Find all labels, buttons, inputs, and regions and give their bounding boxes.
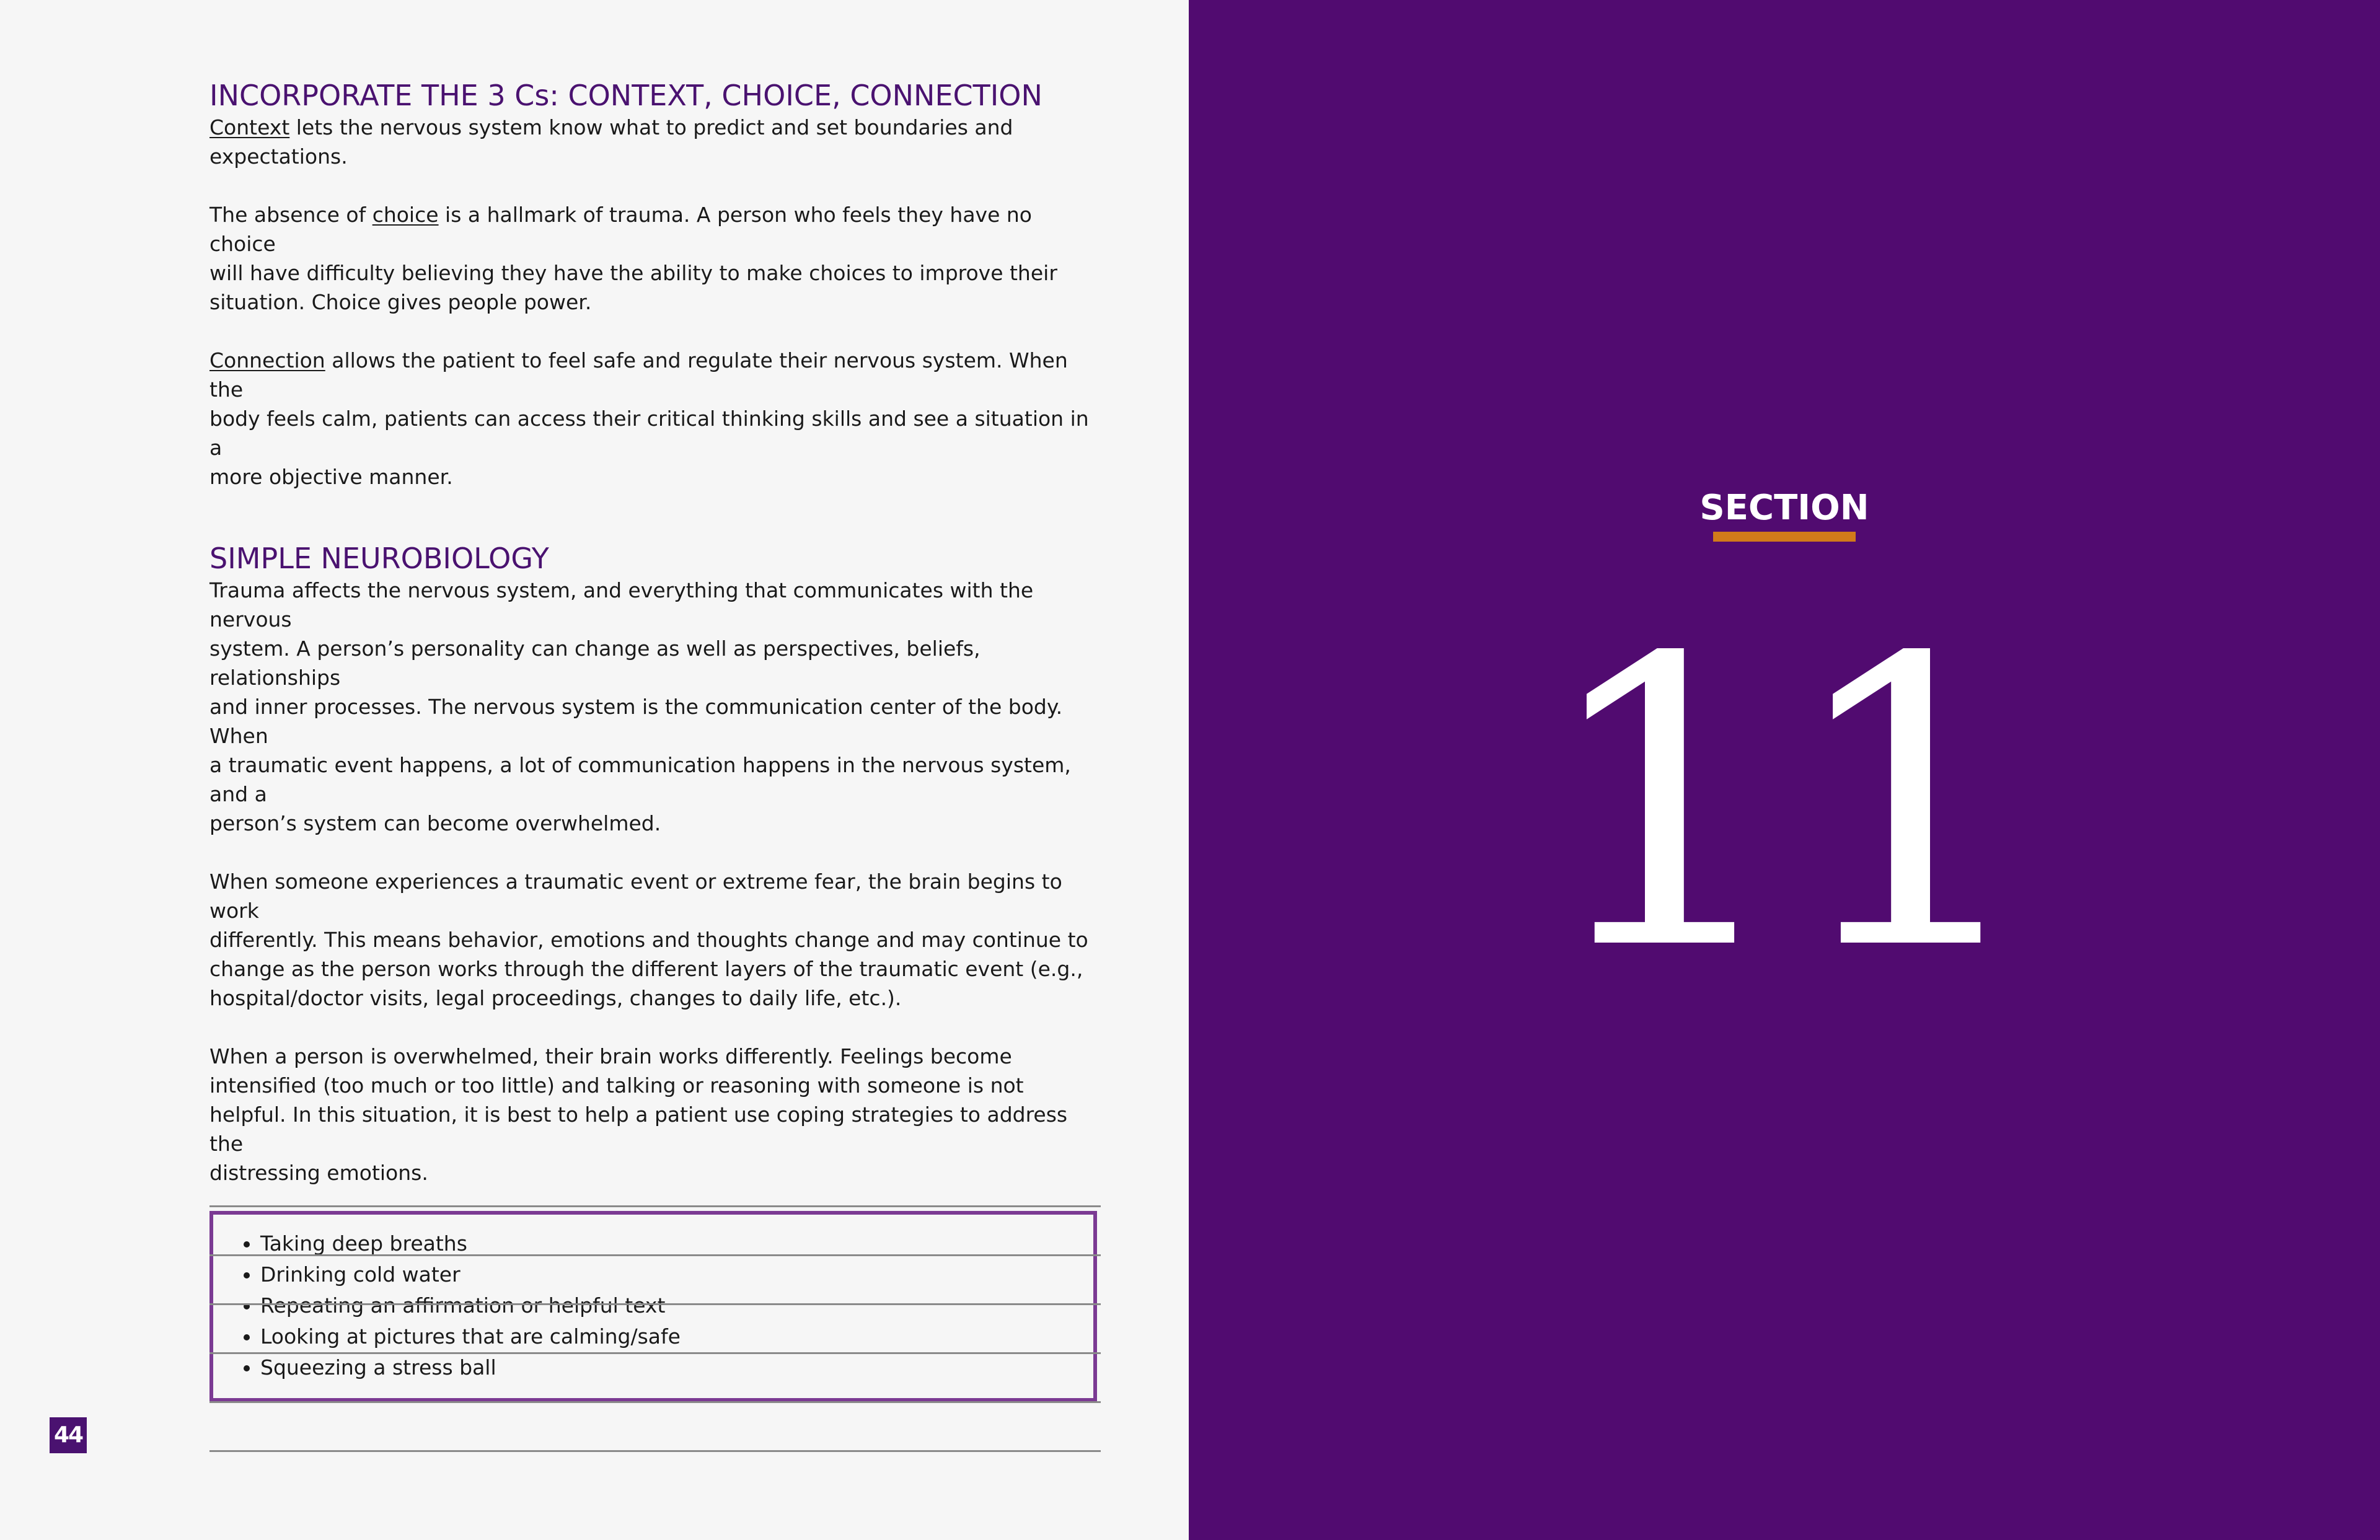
- left-page: [0, 0, 1189, 1540]
- note-line: [209, 1450, 1101, 1452]
- list-item: • Repeating an affirmation or helpful text: [260, 1290, 1075, 1321]
- connection-term: Connection: [209, 348, 325, 372]
- list-item: • Drinking cold water: [260, 1259, 1075, 1290]
- note-line: [209, 1254, 1101, 1256]
- note-line: [209, 1303, 1101, 1305]
- context-paragraph: Context lets the nervous system know what to predict and set boundaries and expectations.: [209, 115, 1013, 169]
- section-label-underline: [1713, 532, 1856, 542]
- list-item: • Looking at pictures that are calming/safe: [260, 1321, 1075, 1352]
- list-item: • Taking deep breaths: [260, 1228, 1075, 1259]
- context-term: Context: [209, 115, 290, 139]
- section-divider-panel: [1189, 0, 2380, 1540]
- page-content: [209, 78, 1102, 1402]
- choice-term: choice: [372, 203, 439, 227]
- page-number-badge: 44: [50, 1417, 87, 1453]
- connection-paragraph: Connection allows the patient to feel safe and regulate their nervous system. When the body feels calm, patients can access their critical thinking skills and see a situation in a more objective manner.: [209, 348, 1089, 489]
- neuro-paragraph-3: When a person is overwhelmed, their brain works differently. Feelings become intensified (too much or too little) and talking or reasoning with someone is not helpful. In this situation, it is best to help a patient use coping strategies to address the distressing emotions.: [209, 1044, 1068, 1185]
- section-number: 11: [1538, 574, 2031, 1036]
- heading-3cs: INCORPORATE THE 3 Cs: CONTEXT, CHOICE, CONNECTION: [209, 79, 1042, 112]
- neuro-paragraph-2: When someone experiences a traumatic event or extreme fear, the brain begins to work differently. This means behavior, emotions and thoughts change and may continue to change as the person works through the different layers of the traumatic event (e.g., hospital/doctor visits, legal proceedings, changes to daily life, etc.).: [209, 869, 1088, 1010]
- note-line: [209, 1401, 1101, 1403]
- heading-neurobiology: SIMPLE NEUROBIOLOGY: [209, 542, 549, 575]
- note-line: [209, 1352, 1101, 1354]
- note-writing-lines: [209, 1205, 1101, 1499]
- section-label: SECTION: [1699, 488, 1869, 528]
- neuro-paragraph-1: Trauma affects the nervous system, and everything that communicates with the nervous system. A person’s personality can change as well as perspectives, beliefs, relationships and inner processes. The nervous system is the communication center of the body. When a traumatic event happens, a lot of communication happens in the nervous system, and a person’s system can become overwhelmed.: [209, 578, 1071, 835]
- choice-paragraph: The absence of choice is a hallmark of trauma. A person who feels they have no choice will have difficulty believing they have the ability to make choices to improve their situation. Choice gives people power.: [209, 203, 1057, 314]
- list-item: • Squeezing a stress ball: [260, 1352, 1075, 1383]
- note-line: [209, 1205, 1101, 1207]
